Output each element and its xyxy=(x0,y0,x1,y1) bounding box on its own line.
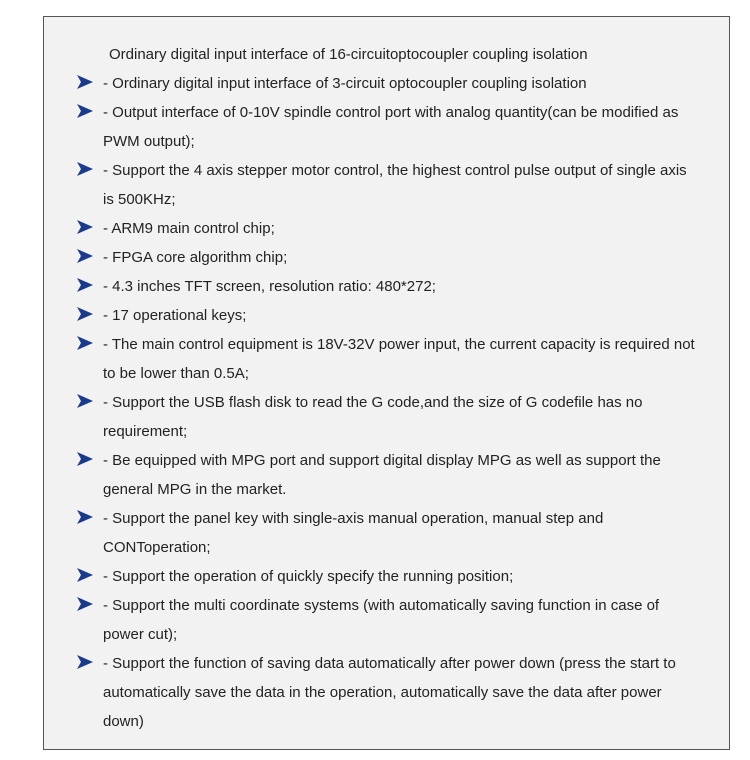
arrow-bullet-icon xyxy=(77,162,93,176)
arrow-bullet-icon xyxy=(77,452,93,466)
feature-item xyxy=(44,388,731,446)
feature-text: - 4.3 inches TFT screen, resolution ratio: 480*272; xyxy=(103,278,436,295)
feature-item xyxy=(44,562,731,591)
feature-text: - Output interface of 0-10V spindle control port with analog quantity(can be modified as PWM output); xyxy=(103,104,679,150)
feature-item xyxy=(44,446,731,504)
arrow-bullet-icon xyxy=(77,597,93,611)
arrow-bullet-icon xyxy=(77,220,93,234)
feature-text: - The main control equipment is 18V-32V power input, the current capacity is required not to be lower than 0.5A; xyxy=(103,336,695,382)
feature-item xyxy=(44,301,731,330)
feature-text: - Support the function of saving data automatically after power down (press the start to automatically save the data in the operation, automatically save the data after power down) xyxy=(103,655,676,730)
feature-item xyxy=(44,272,731,301)
feature-text: - FPGA core algorithm chip; xyxy=(103,249,288,266)
feature-text: - Support the 4 axis stepper motor control, the highest control pulse output of single axis is 500KHz; xyxy=(103,162,687,208)
arrow-bullet-icon xyxy=(77,568,93,582)
feature-text: - Support the USB flash disk to read the G code,and the size of G codefile has no requirement; xyxy=(103,394,643,440)
arrow-bullet-icon xyxy=(77,278,93,292)
feature-text: - Support the panel key with single-axis manual operation, manual step and CONToperation; xyxy=(103,510,604,556)
feature-text: - 17 operational keys; xyxy=(103,307,247,324)
arrow-bullet-icon xyxy=(77,655,93,669)
arrow-bullet-icon xyxy=(77,510,93,524)
feature-text: - Support the multi coordinate systems (with automatically saving function in case of power cut); xyxy=(103,597,660,643)
feature-item xyxy=(44,156,731,214)
arrow-bullet-icon xyxy=(77,394,93,408)
arrow-bullet-icon xyxy=(77,336,93,350)
feature-item xyxy=(44,649,731,736)
feature-item xyxy=(44,214,731,243)
feature-text: - ARM9 main control chip; xyxy=(103,220,275,237)
feature-item xyxy=(44,243,731,272)
arrow-bullet-icon xyxy=(77,249,93,263)
arrow-bullet-icon xyxy=(77,307,93,321)
feature-item xyxy=(44,69,731,98)
feature-item xyxy=(44,504,731,562)
feature-text: - Ordinary digital input interface of 3-circuit optocoupler coupling isolation xyxy=(103,75,587,92)
feature-item xyxy=(44,591,731,649)
arrow-bullet-icon xyxy=(77,75,93,89)
spec-panel xyxy=(43,16,730,750)
feature-text: - Support the operation of quickly specify the running position; xyxy=(103,568,514,585)
feature-text: - Be equipped with MPG port and support digital display MPG as well as support the general MPG in the market. xyxy=(103,452,661,498)
intro-line: Ordinary digital input interface of 16-circuitoptocoupler coupling isolation xyxy=(109,46,588,63)
feature-list xyxy=(44,69,731,736)
feature-item xyxy=(44,330,731,388)
arrow-bullet-icon xyxy=(77,104,93,118)
feature-item xyxy=(44,98,731,156)
